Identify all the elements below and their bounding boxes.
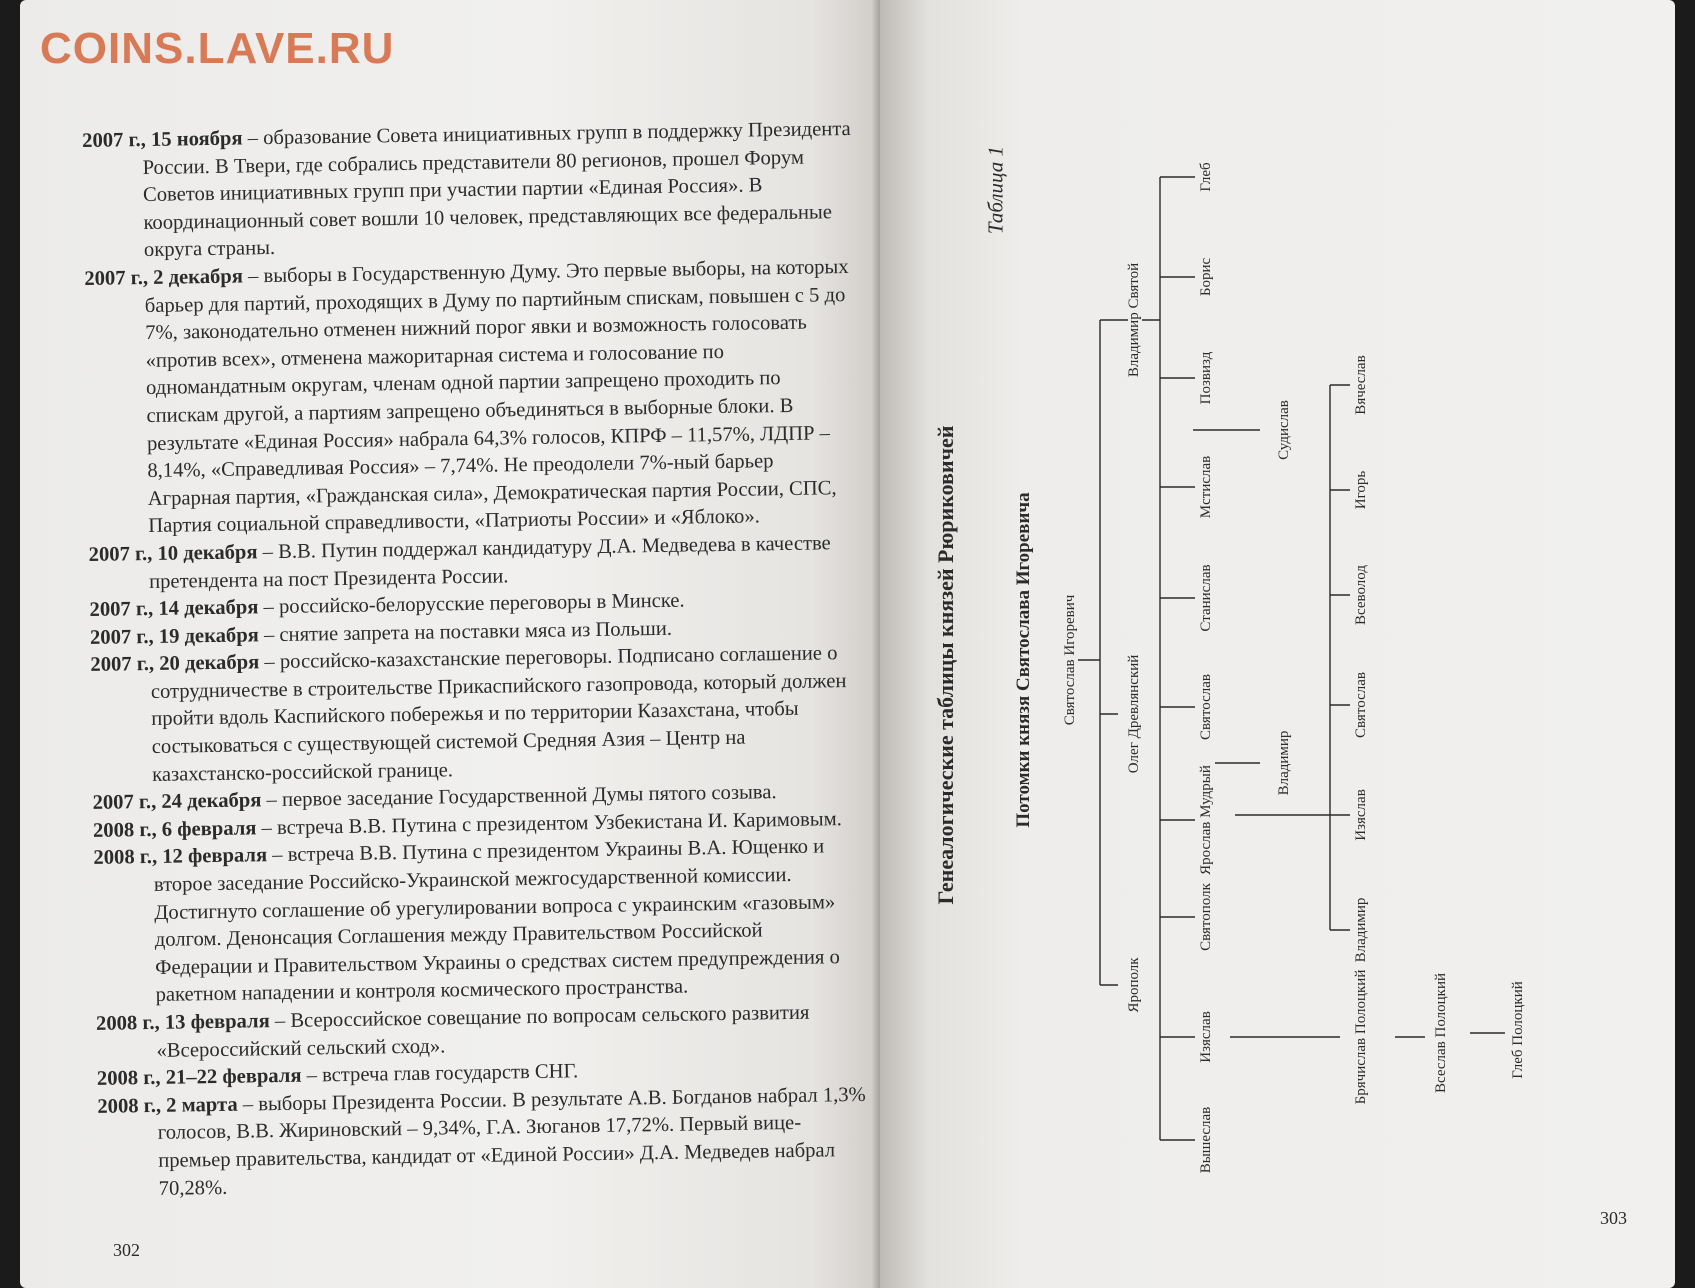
tree-node: Брячислав Полоцкий	[1353, 969, 1369, 1105]
entry-text: – встреча В.В. Путина с президентом Украины В.А. Ющенко и второе заседание Российско-Украинской межгосударственной комиссии. Достигнуто соглашение об урегулировании вопроса с украинским «газовым» долгом. Денонсация Соглашения между Правительством Российской Федерации и Правительством Украины о средствах систем предупреждения о ракетном нападении и контроля космического пространства.	[153, 835, 841, 1007]
entry-text: – выборы в Государственную Думу. Это первые выборы, на которых барьер для партий, проходящих в Думу по партийным спискам, повышен с 5 до 7%, законодательно отменен нижний порог явки и возможность голосовать «против всех», отменена мажоритарная система и голосование по одномандатным округам, членам одной партии запрещено проходить по спискам другой, а партиям запрещено объединяться в выборные блоки. В результате «Единая Россия» набрала 64,3% голосов, КПРФ – 11,57%, ЛДПР – 8,14%, «Справедливая Россия» – 7,74%. Не преодолели 7%-ный барьер Аграрная партия, «Гражданская сила», Демократическая партия России, СПС, Партия социальной справедливости, «Патриоты России» и «Яблоко».	[144, 255, 849, 538]
table-label: Таблица 1	[983, 145, 1008, 235]
entry-date: 2008 г., 13 февраля	[95, 1010, 270, 1035]
entry-text: – российско-белорусские переговоры в Минске.	[258, 589, 685, 619]
entry-text: – первое заседание Государственной Думы пятого созыва.	[261, 781, 777, 812]
tree-node: Владимир	[1353, 897, 1369, 963]
tree-node: Изяслав	[1353, 789, 1369, 841]
entry-text: – российско-казахстанские переговоры. Подписано соглашение о сотрудничестве в строительстве Прикаспийского газопровода, который должен пройти вдоль Каспийского побережья и по территории Казахстана, чтобы состыковаться с существующей системой Средняя Азия – Центр на казахстанско-российской границе.	[150, 642, 847, 786]
tree-node: Вячеслав	[1353, 355, 1369, 415]
entry-text: – встреча В.В. Путина с президентом Узбекистана И. Каримовым.	[256, 807, 842, 840]
tree-node: Владимир Святой	[1126, 262, 1142, 378]
entry-date: 2008 г., 6 февраля	[92, 817, 257, 842]
entry-date: 2007 г., 24 декабря	[92, 789, 262, 815]
tree-node: Глеб	[1198, 162, 1214, 192]
entry-date: 2007 г., 19 декабря	[89, 623, 260, 649]
tree-node: Владимир	[1276, 730, 1292, 796]
entry-text: – образование Совета инициативных групп в поддержку Президента России. В Твери, где собрались представители 80 регионов, прошел Форум Советов инициативных групп при участии партии «Единая Россия». В координационный совет вошли 10 человек, представляющих все федеральные округа страны.	[142, 117, 851, 262]
tree-node: Святослав	[1353, 672, 1369, 738]
tree-node: Олег Древлянский	[1126, 654, 1142, 774]
tree-node: Ярополк	[1126, 957, 1142, 1013]
tree-node: Борис	[1198, 257, 1214, 297]
entry-date: 2007 г., 14 декабря	[89, 596, 259, 622]
tree-node: Глеб Полоцкий	[1510, 981, 1526, 1079]
tree-node: Всеволод	[1353, 565, 1369, 625]
tree-node: Судислав	[1276, 400, 1292, 460]
entry-text: – выборы Президента России. В результате А.В. Богданов набрал 1,3% голосов, В.В. Жириновский – 9,34%, Г.А. Зюганов 17,72%. Первый вице-премьер правительства, кандидат от «Единой России» Д.А. Медведев набрал 70,28%.	[157, 1083, 866, 1200]
tree-node: Всеслав Полоцкий	[1433, 973, 1449, 1093]
tree-node: Святослав	[1198, 674, 1214, 740]
tree-node: Изяслав	[1198, 1011, 1214, 1063]
tree-node: Святослав Игоревич	[1062, 594, 1078, 726]
entry-text: – встреча глав государств СНГ.	[301, 1060, 579, 1087]
entry-date: 2007 г., 20 декабря	[90, 651, 260, 677]
entry-text: – Всероссийское совещание по вопросам сельского развития «Всероссийский сельский сход».	[156, 1001, 810, 1062]
page-number-left: 302	[113, 1240, 140, 1260]
watermark: COINS.LAVE.RU	[40, 24, 395, 73]
entry-date: 2008 г., 21–22 февраля	[96, 1064, 302, 1091]
tree-node: Мстислав	[1198, 455, 1214, 519]
entry-text: – снятие запрета на поставки мяса из Польши.	[258, 617, 673, 646]
tree-node: Вышеслав	[1198, 1106, 1214, 1174]
entry-date: 2008 г., 2 марта	[97, 1093, 238, 1118]
entry-date: 2008 г., 12 февраля	[93, 844, 268, 870]
entry-text: – В.В. Путин поддержал кандидатуру Д.А. Медведева в качестве претендента на пост Президента России.	[148, 532, 831, 593]
genealogy-heading: Генеалогические таблицы князей Рюриковичей	[933, 425, 958, 905]
tree-node: Станислав	[1198, 564, 1214, 632]
tree-node: Ярослав Мудрый	[1198, 765, 1214, 875]
genealogy-subheading: Потомки князя Святослава Игоревича	[1013, 492, 1034, 828]
entry-date: 2007 г., 2 декабря	[84, 265, 244, 290]
tree-node: Позвизд	[1198, 351, 1214, 405]
entry-date: 2007 г., 10 декабря	[88, 541, 258, 566]
tree-node: Игорь	[1353, 470, 1369, 510]
page-number-right: 303	[1600, 1208, 1627, 1228]
entry-date: 2007 г., 15 ноября	[82, 127, 243, 152]
tree-node: Святополк	[1198, 883, 1214, 951]
